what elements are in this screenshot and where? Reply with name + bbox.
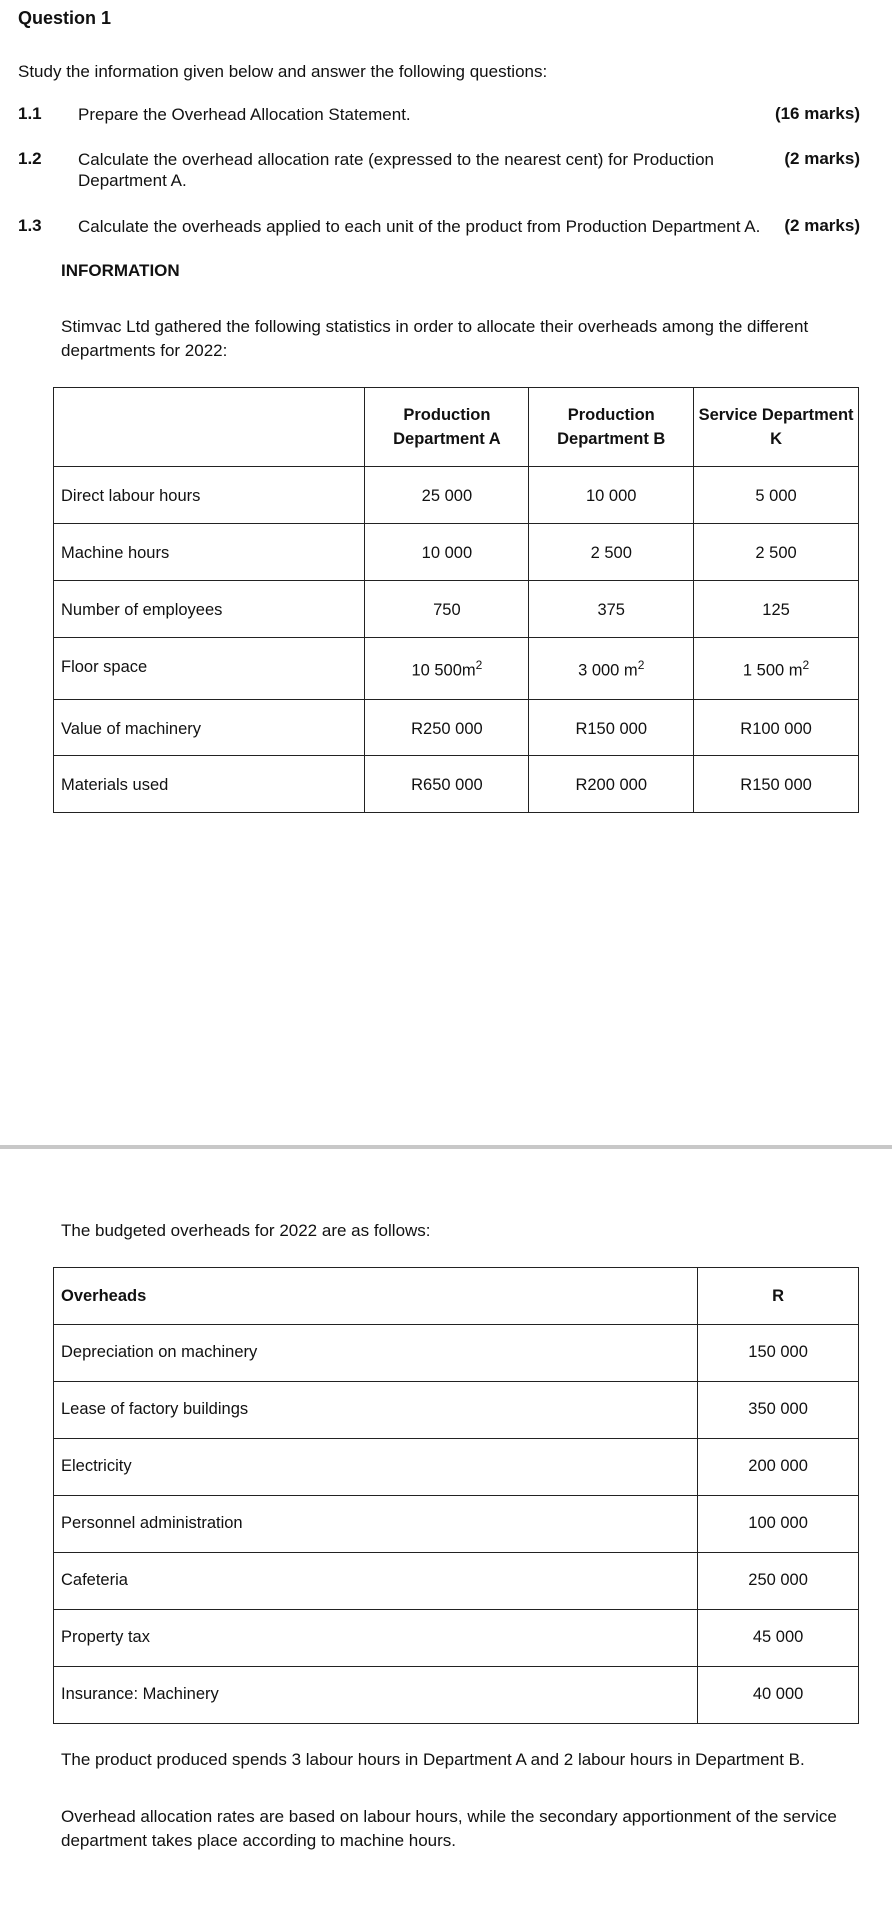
- product-note: The product produced spends 3 labour hours in Department A and 2 labour hours in Department B.: [61, 1750, 805, 1769]
- table-row: [54, 1439, 859, 1496]
- row-label: Electricity: [54, 1439, 698, 1496]
- row-value: 45 000: [698, 1610, 859, 1667]
- cell-dept-b: [529, 638, 694, 700]
- row-label: Materials used: [54, 756, 365, 813]
- row-value: 100 000: [698, 1496, 859, 1553]
- question-text: Calculate the overheads applied to each unit of the product from Production Department A.: [78, 217, 761, 236]
- table-row: [54, 524, 859, 581]
- row-value: 150 000: [698, 1325, 859, 1382]
- cell-dept-a: [365, 638, 529, 700]
- cell-dept-b: 2 500: [529, 524, 694, 581]
- cell-dept-k: 2 500: [694, 524, 859, 581]
- question-marks: (2 marks): [784, 216, 860, 235]
- cell-dept-k: R100 000: [694, 700, 859, 756]
- table-row: [54, 1667, 859, 1724]
- row-label: Lease of factory buildings: [54, 1382, 698, 1439]
- header-cell: Service Department K: [694, 388, 859, 467]
- table-header-row: [54, 1268, 859, 1325]
- unit-superscript: 2: [475, 658, 483, 672]
- cell-dept-b: R200 000: [529, 756, 694, 813]
- cell-value: 1 500 m: [742, 661, 803, 680]
- rates-note: Overhead allocation rates are based on labour hours, while the secondary apportionment of the service department takes place according to machine hours.: [61, 1807, 837, 1850]
- question-marks: (2 marks): [784, 149, 860, 168]
- stats-intro: Stimvac Ltd gathered the following statistics in order to allocate their overheads among the different departments for 2022:: [61, 317, 809, 360]
- row-label: Value of machinery: [54, 700, 365, 756]
- question-title: Question 1: [18, 8, 112, 28]
- row-label: Cafeteria: [54, 1553, 698, 1610]
- intro-text: Study the information given below and answer the following questions:: [18, 62, 548, 81]
- table-row: [54, 1553, 859, 1610]
- cell-dept-a: 25 000: [365, 467, 529, 524]
- statistics-table: [53, 387, 859, 813]
- table-row: [54, 1496, 859, 1553]
- table-header-row: [54, 388, 859, 467]
- row-label: Direct labour hours: [54, 467, 365, 524]
- cell-dept-a: 10 000: [365, 524, 529, 581]
- row-label: Floor space: [54, 638, 365, 700]
- cell-dept-k: 125: [694, 581, 859, 638]
- cell-dept-a: R250 000: [365, 700, 529, 756]
- row-value: 250 000: [698, 1553, 859, 1610]
- page-divider: [0, 1145, 892, 1149]
- question-number: 1.3: [18, 216, 42, 235]
- cell-value: 10 500m: [411, 661, 476, 680]
- cell-value: 3 000 m: [578, 661, 638, 680]
- question-text: Prepare the Overhead Allocation Statement.: [78, 105, 411, 124]
- information-heading: INFORMATION: [61, 261, 180, 280]
- header-cell: Overheads: [54, 1268, 698, 1325]
- cell-dept-b: 10 000: [529, 467, 694, 524]
- overheads-table: [53, 1267, 859, 1724]
- row-value: 350 000: [698, 1382, 859, 1439]
- table-row: [54, 467, 859, 524]
- row-label: Insurance: Machinery: [54, 1667, 698, 1724]
- row-value: 200 000: [698, 1439, 859, 1496]
- table-row: [54, 756, 859, 813]
- cell-dept-a: R650 000: [365, 756, 529, 813]
- table-row: [54, 1325, 859, 1382]
- row-label: Property tax: [54, 1610, 698, 1667]
- cell-dept-b: R150 000: [529, 700, 694, 756]
- cell-dept-a: 750: [365, 581, 529, 638]
- row-value: 40 000: [698, 1667, 859, 1724]
- header-cell: [54, 388, 365, 467]
- table-row: [54, 581, 859, 638]
- row-label: Depreciation on machinery: [54, 1325, 698, 1382]
- table-row: [54, 700, 859, 756]
- unit-superscript: 2: [637, 658, 645, 672]
- header-cell: Production Department A: [365, 388, 529, 467]
- overheads-intro: The budgeted overheads for 2022 are as follows:: [61, 1221, 431, 1240]
- row-label: Machine hours: [54, 524, 365, 581]
- question-number: 1.1: [18, 104, 42, 123]
- row-label: Number of employees: [54, 581, 365, 638]
- cell-dept-k: R150 000: [694, 756, 859, 813]
- question-marks: (16 marks): [774, 104, 860, 123]
- table-row: [54, 1382, 859, 1439]
- header-cell: R: [698, 1268, 859, 1325]
- question-text: Calculate the overhead allocation rate (expressed to the nearest cent) for Production Department A.: [78, 150, 714, 190]
- unit-superscript: 2: [802, 658, 810, 672]
- row-label: Personnel administration: [54, 1496, 698, 1553]
- table-row: [54, 638, 859, 700]
- header-cell: Production Department B: [529, 388, 694, 467]
- cell-dept-b: 375: [529, 581, 694, 638]
- question-number: 1.2: [18, 149, 42, 168]
- cell-dept-k: 5 000: [694, 467, 859, 524]
- table-row: [54, 1610, 859, 1667]
- cell-dept-k: [694, 638, 859, 700]
